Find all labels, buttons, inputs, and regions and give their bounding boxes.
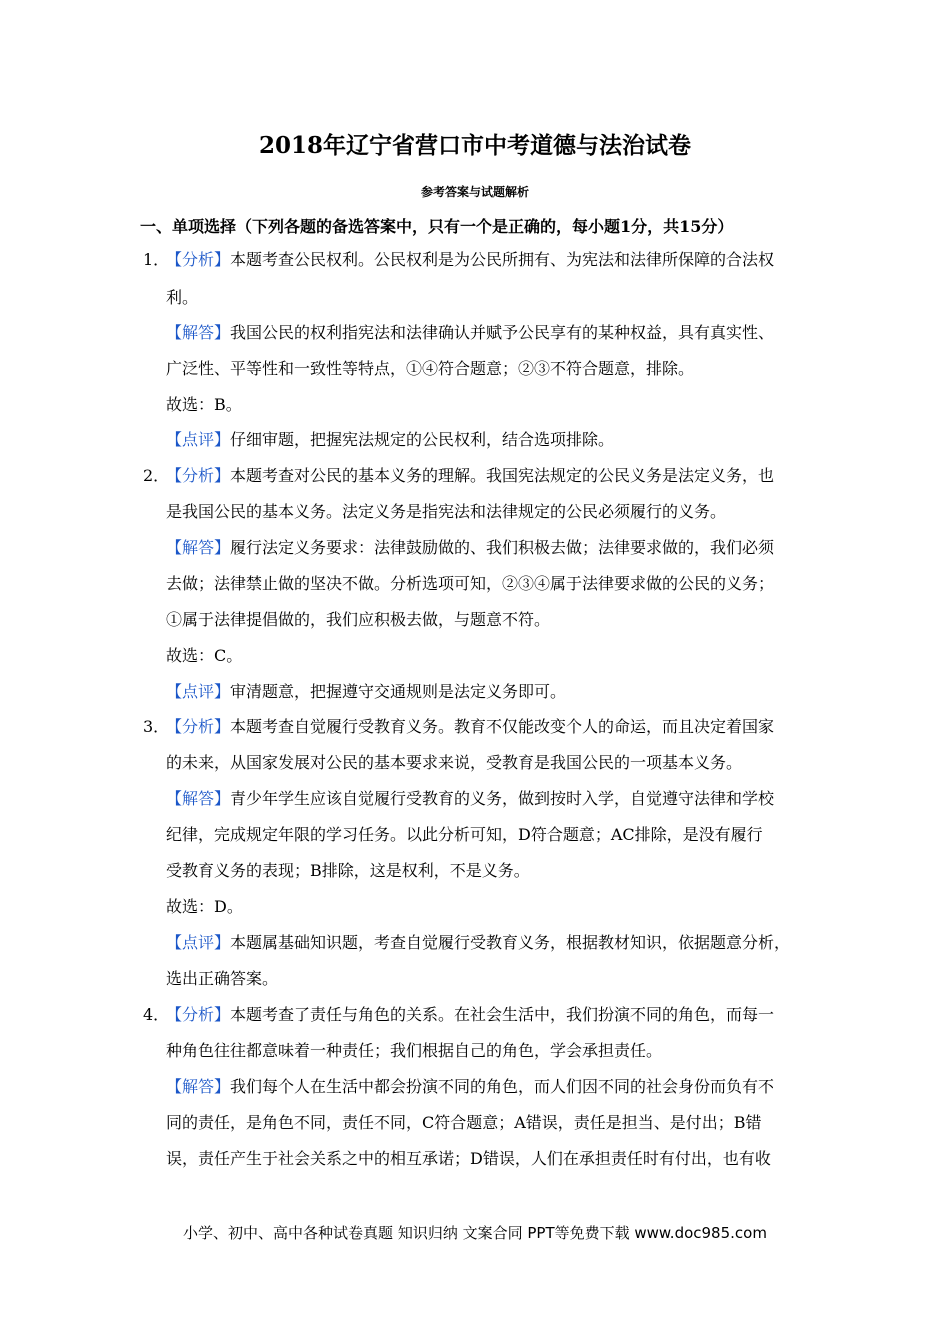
q3-analysis-text-2: 的未来，从国家发展对公民的基本要求来说，受教育是我国公民的一项基本义务。 [166,753,743,772]
analysis-tag: 【分析】 [166,1005,231,1024]
q2-analysis-text-1: 本题考查对公民的基本义务的理解。我国宪法规定的公民义务是法定义务，也 [230,466,775,485]
page-footer: 小学、初中、高中各种试卷真题 知识归纳 文案合同 PPT等免费下载 www.doc985.com [183,1224,767,1242]
q1-analysis-text-1: 本题考查公民权利。公民权利是为公民所拥有、为宪法和法律所保障的合法权 [230,250,775,269]
q1-comment [166,430,614,450]
q4-analysis-text-1: 本题考查了责任与角色的关系。在社会生活中，我们扮演不同的角色，而每一 [230,1005,775,1024]
answer-tag: 【解答】 [166,538,231,557]
q1-answer-text-2: 广泛性、平等性和一致性等特点，①④符合题意；②③不符合题意，排除。 [166,359,695,378]
q2-answer-text-3: ①属于法律提倡做的，我们应积极去做，与题意不符。 [166,610,551,629]
comment-tag: 【点评】 [166,682,231,701]
q3-answer-text-3: 受教育义务的表现；B排除，这是权利，不是义务。 [166,861,530,880]
q2-choice: 故选：C。 [166,646,243,665]
analysis-tag: 【分析】 [166,466,231,485]
q2-comment [166,682,566,702]
page-title: 2018年辽宁省营口市中考道德与法治试卷 [258,132,691,159]
q4-analysis-text-2: 种角色往往都意味着一种责任；我们根据自己的角色，学会承担责任。 [166,1041,663,1060]
comment-tag: 【点评】 [166,933,231,952]
q1-answer-text-1: 我国公民的权利指宪法和法律确认并赋予公民享有的某种权益，具有真实性、 [230,323,775,342]
q2-answer-text-1: 履行法定义务要求：法律鼓励做的、我们积极去做；法律要求做的，我们必须 [230,538,775,557]
q1-choice: 故选：B。 [166,395,242,414]
q4-answer-text-3: 误，责任产生于社会关系之中的相互承诺；D错误，人们在承担责任时有付出，也有收 [166,1149,771,1168]
section-heading: 一、单项选择（下列各题的备选答案中，只有一个是正确的，每小题1分，共15分） [140,217,734,236]
q3-answer [166,789,774,809]
analysis-tag: 【分析】 [166,250,231,269]
answer-tag: 【解答】 [166,789,231,808]
q1-analysis [166,250,774,270]
question-1-number: 1． [143,250,170,269]
q1-answer [166,323,774,343]
q3-choice: 故选：D。 [166,897,243,916]
question-2-number: 2． [143,466,170,485]
answer-tag: 【解答】 [166,323,231,342]
q3-comment-text-2: 选出正确答案。 [166,969,279,988]
q3-analysis [166,717,774,737]
q3-analysis-text-1: 本题考查自觉履行受教育义务。教育不仅能改变个人的命运，而且决定着国家 [230,717,775,736]
q1-comment-text: 仔细审题，把握宪法规定的公民权利，结合选项排除。 [230,430,615,449]
q4-answer-text-2: 同的责任，是角色不同，责任不同，C符合题意；A错误，责任是担当、是付出；B错 [166,1113,762,1132]
comment-tag: 【点评】 [166,430,231,449]
q2-comment-text: 审清题意，把握遵守交通规则是法定义务即可。 [230,682,567,701]
q4-analysis [166,1005,774,1025]
question-4-number: 4． [143,1005,170,1024]
q2-answer [166,538,774,558]
page-subtitle: 参考答案与试题解析 [420,185,529,199]
q1-analysis-text-2: 利。 [166,288,199,307]
q3-comment [166,933,790,953]
q2-analysis-text-2: 是我国公民的基本义务。法定义务是指宪法和法律规定的公民必须履行的义务。 [166,502,727,521]
q4-answer-text-1: 我们每个人在生活中都会扮演不同的角色，而人们因不同的社会身份而负有不 [230,1077,775,1096]
answer-tag: 【解答】 [166,1077,231,1096]
question-3-number: 3． [143,717,170,736]
q4-answer [166,1077,774,1097]
analysis-tag: 【分析】 [166,717,231,736]
q3-comment-text-1: 本题属基础知识题，考查自觉履行受教育义务，根据教材知识，依据题意分析， [230,933,791,952]
q2-analysis [166,466,774,486]
q2-answer-text-2: 去做；法律禁止做的坚决不做。分析选项可知，②③④属于法律要求做的公民的义务； [166,574,775,593]
q3-answer-text-1: 青少年学生应该自觉履行受教育的义务，做到按时入学，自觉遵守法律和学校 [230,789,775,808]
q3-answer-text-2: 纪律，完成规定年限的学习任务。以此分析可知，D符合题意；AC排除，是没有履行 [166,825,763,844]
